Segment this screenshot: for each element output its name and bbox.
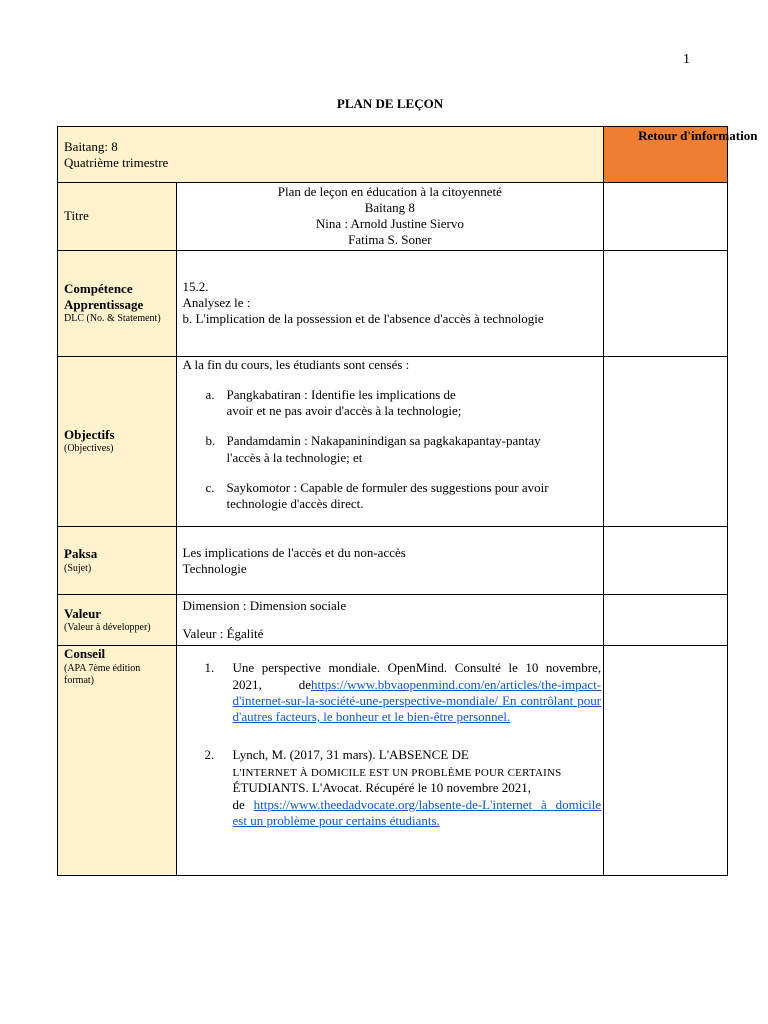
competence-label: Compétence Apprentissage [64, 280, 144, 312]
value-sublabel: (Valeur à développer) [64, 622, 151, 634]
reference-text: L'INTERNET À DOMICILE EST UN PROBLÈME POUR CERTAINS [232, 766, 562, 779]
competence-label-cell [58, 250, 177, 356]
topic-line: Les implications de l'accès et du non-accès [182, 544, 406, 560]
grade-text: Baitang: 8 [64, 139, 118, 154]
advice-content-cell [176, 646, 604, 876]
objectives-row [58, 356, 728, 527]
title-content-cell [176, 182, 604, 250]
feedback-header-cell [604, 127, 758, 183]
advice-label: Conseil [64, 646, 106, 662]
title-label: Titre [64, 207, 89, 223]
objectives-intro: A la fin du cours, les étudiants sont censés : [182, 356, 410, 372]
value-label: Valeur [64, 605, 102, 621]
topic-content-cell [176, 527, 604, 595]
objective-line: Pandamdamin : Nakapaninindigan sa pagkakapantay-pantay [226, 433, 541, 449]
topic-row [58, 527, 728, 595]
competence-line: Analysez le : [182, 294, 251, 310]
objective-marker: c. [205, 479, 215, 495]
advice-label-cell [58, 646, 177, 876]
topic-line: Technologie [182, 560, 247, 576]
topic-sublabel: (Sujet) [64, 562, 92, 574]
title-feedback-cell [604, 182, 728, 250]
objectives-sublabel: (Objectives) [64, 443, 114, 455]
topic-feedback-cell [604, 527, 728, 595]
page-number: 1 [683, 52, 690, 67]
title-label-cell [58, 182, 177, 250]
page-title: PLAN DE LEÇON [336, 96, 444, 111]
reference-number: 2. [204, 747, 215, 763]
title-row [58, 182, 728, 250]
advice-sublabel: (APA 7ème édition format) [64, 662, 141, 686]
topic-label: Paksa [64, 546, 98, 562]
feedback-heading: Retour d'information [638, 128, 758, 143]
competence-line: b. L'implication de la possession et de l'absence d'accès à technologie [182, 311, 544, 327]
objective-item [205, 479, 598, 513]
grade-quarter-cell [58, 127, 604, 183]
reference-text: de [232, 796, 245, 812]
objective-line: Saykomotor : Capable de formuler des suggestions pour avoir [226, 479, 549, 495]
reference-item [183, 660, 602, 725]
reference-link[interactable]: https://www.bbvaopenmind.com/en/articles/the-impact-d'internet-sur-la-société-une-perspective-mondiale/ En contrôlant pour d'autres facteurs, le bonheur et le bien-être personnel. [232, 676, 602, 724]
competence-feedback-cell [604, 250, 728, 356]
lesson-plan-table [57, 126, 758, 876]
reference-number: 1. [204, 660, 215, 676]
objective-item [205, 386, 598, 420]
objective-line: l'accès à la technologie; et [226, 449, 363, 465]
competence-sublabel: DLC (No. & Statement) [64, 313, 161, 324]
topic-label-cell [58, 527, 177, 595]
value-label-cell [58, 595, 177, 646]
title-line: Baitang 8 [364, 199, 415, 215]
competence-row [58, 250, 728, 356]
competence-code: 15.2. [182, 278, 209, 294]
value-row [58, 595, 728, 646]
title-line: Nina : Arnold Justine Siervo [315, 216, 464, 231]
objective-line: avoir et ne pas avoir d'accès à la technologie; [226, 403, 462, 418]
reference-text: Une perspective mondiale. OpenMind. Consulté le 10 novembre, 2021, de [232, 660, 602, 692]
title-line: Fatima S. Soner [348, 232, 432, 248]
competence-content-cell [176, 250, 604, 356]
quarter-text: Quatrième trimestre [64, 155, 169, 171]
dimension-text: Dimension : Dimension sociale [182, 598, 347, 613]
value-content-cell [176, 595, 604, 646]
reference-text: Lynch, M. (2017, 31 mars). L'ABSENCE DE [232, 747, 469, 763]
objective-marker: b. [205, 433, 216, 449]
objective-line: technologie d'accès direct. [226, 496, 364, 511]
reference-item [183, 747, 602, 829]
objective-line: Pangkabatiran : Identifie les implications de [226, 386, 456, 402]
header-row [58, 127, 728, 183]
value-text: Valeur : Égalité [182, 626, 264, 642]
advice-row [58, 646, 728, 876]
reference-text: ÉTUDIANTS. L'Avocat. Récupéré le 10 novembre 2021, [232, 780, 532, 796]
objectives-feedback-cell [604, 356, 728, 527]
objective-marker: a. [205, 386, 215, 402]
advice-feedback-cell [604, 646, 728, 876]
title-line: Plan de leçon en éducation à la citoyenneté [277, 183, 502, 199]
value-feedback-cell [604, 595, 728, 646]
objectives-list [183, 387, 598, 513]
reference-link[interactable]: https://www.theedadvocate.org/labsente-de-L'internet à domicile est un problème pour certains étudiants. [232, 796, 602, 828]
objectives-label-cell [58, 356, 177, 527]
objective-item [205, 433, 598, 466]
objectives-label: Objectifs [64, 427, 115, 442]
objectives-content-cell [176, 356, 604, 527]
